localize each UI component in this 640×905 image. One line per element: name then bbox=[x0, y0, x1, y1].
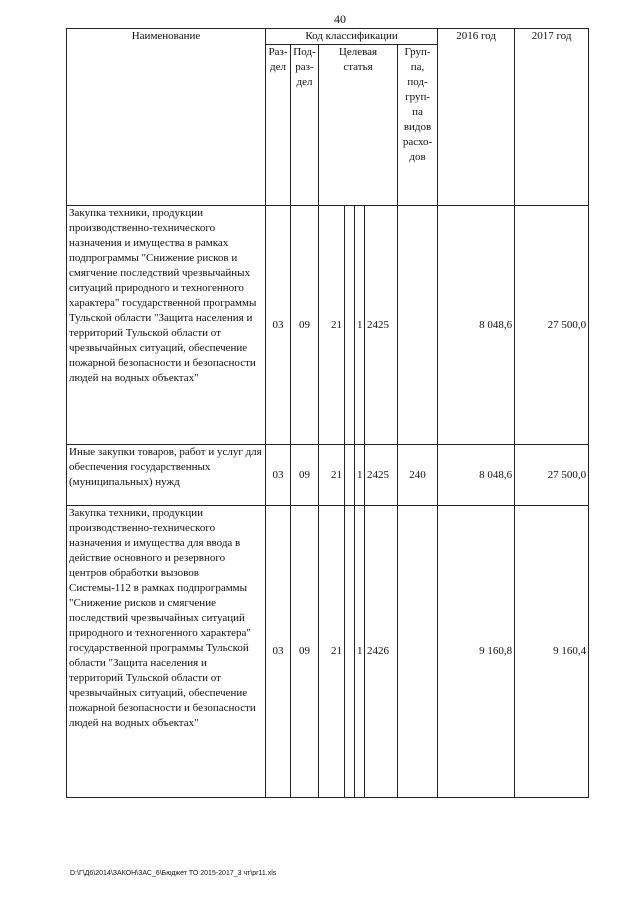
footer-file-path: D:\Г\Д6\2014\ЗАКОН\ЗАС_6\Бюджет ТО 2015-2017_3 чт\pr11.xls bbox=[70, 870, 277, 877]
header-2016: 2016 год bbox=[438, 29, 515, 206]
row-name: Закупка техники, продукции производственно-технического назначения и имущества для ввода в действие основного и резервного центров обработки вызовов Системы-112 в рамках подпрограммы "Снижение рисков и смягчение последствий чрезвычайных ситуаций природного и техногенного характера" государственной программы Тульской области "Защита населения и территорий Тульской области от чрезвычайных ситуаций, обеспечение пожарной безопасности и безопасности людей на водных объектах" bbox=[67, 506, 266, 798]
row-podrazdel: 09 bbox=[291, 206, 319, 445]
row-ts3: 2425 bbox=[365, 445, 398, 506]
row-2017: 27 500,0 bbox=[515, 206, 589, 445]
row-group bbox=[398, 206, 438, 445]
row-podrazdel: 09 bbox=[291, 445, 319, 506]
row-razdel: 03 bbox=[266, 506, 291, 798]
header-group: Груп- па, под- груп- па видов расхо- дов bbox=[398, 45, 438, 206]
row-group bbox=[398, 506, 438, 798]
header-row-1 bbox=[67, 29, 589, 45]
page-number: 40 bbox=[334, 12, 346, 26]
row-2016: 8 048,6 bbox=[438, 445, 515, 506]
row-ts1: 21 bbox=[319, 506, 345, 798]
budget-table bbox=[66, 28, 589, 798]
row-ts1: 21 bbox=[319, 206, 345, 445]
header-2017: 2017 год bbox=[515, 29, 589, 206]
header-name: Наименование bbox=[67, 29, 266, 206]
row-ts1: 21 bbox=[319, 445, 345, 506]
row-razdel: 03 bbox=[266, 206, 291, 445]
row-2017: 27 500,0 bbox=[515, 445, 589, 506]
table-row bbox=[67, 445, 589, 506]
row-ts-blank bbox=[345, 206, 355, 445]
row-name: Закупка техники, продукции производственно-технического назначения и имущества в рамках подпрограммы "Снижение рисков и смягчение последствий чрезвычайных ситуаций природного и техногенного характера" государственной программы Тульской области "Защита населения и территорий Тульской области от чрезвычайных ситуаций, обеспечение пожарной безопасности и безопасности людей на водных объектах" bbox=[67, 206, 266, 445]
row-ts2: 1 bbox=[355, 206, 365, 445]
row-ts-blank bbox=[345, 506, 355, 798]
row-2016: 8 048,6 bbox=[438, 206, 515, 445]
row-2017: 9 160,4 bbox=[515, 506, 589, 798]
row-group: 240 bbox=[398, 445, 438, 506]
row-podrazdel: 09 bbox=[291, 506, 319, 798]
header-podrazdel: Под- раз- дел bbox=[291, 45, 319, 206]
row-ts3: 2426 bbox=[365, 506, 398, 798]
row-name: Иные закупки товаров, работ и услуг для обеспечения государственных (муниципальных) нужд bbox=[67, 445, 266, 506]
header-target: Целевая статья bbox=[319, 45, 398, 206]
row-razdel: 03 bbox=[266, 445, 291, 506]
table-row bbox=[67, 206, 589, 445]
row-ts2: 1 bbox=[355, 506, 365, 798]
row-ts-blank bbox=[345, 445, 355, 506]
row-ts2: 1 bbox=[355, 445, 365, 506]
header-razdel: Раз- дел bbox=[266, 45, 291, 206]
row-ts3: 2425 bbox=[365, 206, 398, 445]
header-code-group: Код классификации bbox=[266, 29, 438, 45]
table-row bbox=[67, 506, 589, 798]
row-2016: 9 160,8 bbox=[438, 506, 515, 798]
